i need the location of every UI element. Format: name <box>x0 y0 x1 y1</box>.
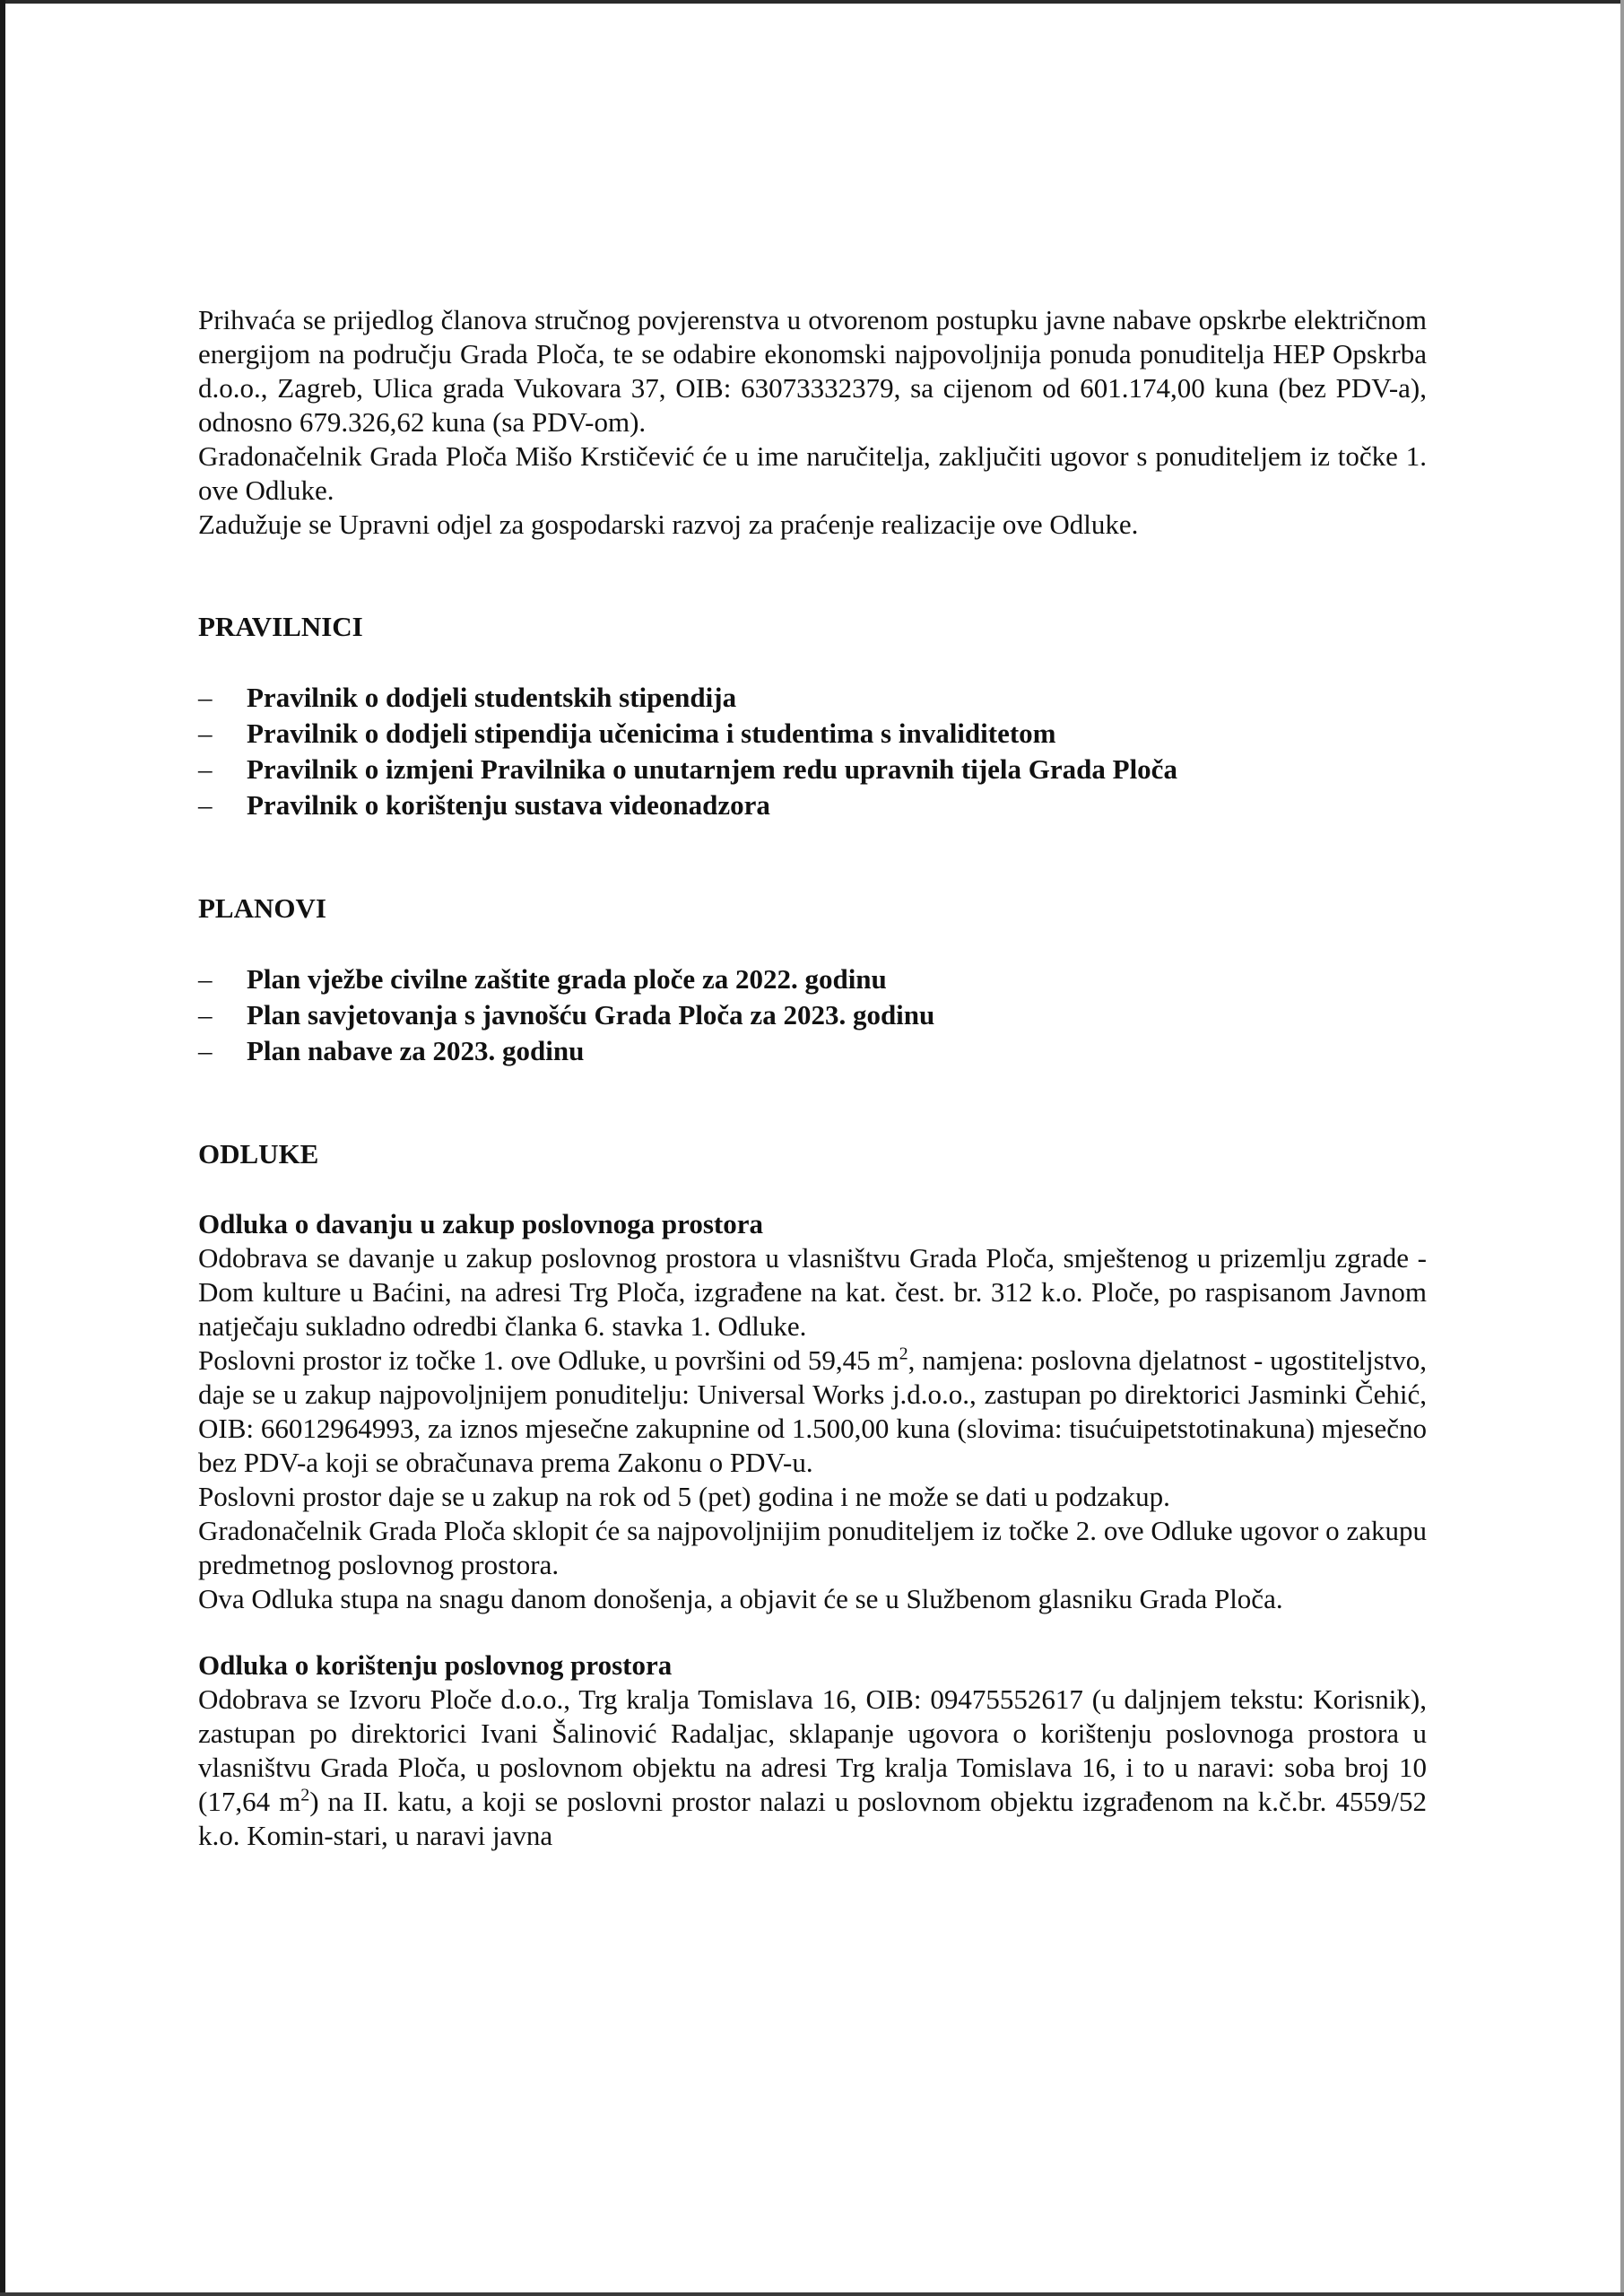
unit-superscript: 2 <box>899 1344 908 1364</box>
list-item: – Pravilnik o izmjeni Pravilnika o unutarnjem redu upravnih tijela Grada Ploča <box>198 752 1427 787</box>
scan-edge-left <box>0 0 5 2296</box>
list-item: – Plan nabave za 2023. godinu <box>198 1033 1427 1069</box>
koristenje-paragraph-1-end: ) na II. katu, a koji se poslovni prostor nalazi u poslovnom objektu izgrađenom na k.č.br. 4559/52 k.o. Komin-stari, u naravi javna <box>198 1786 1428 1851</box>
list-item: – Pravilnik o dodjeli studentskih stipendija <box>198 680 1427 716</box>
decision-title-zakup: Odluka o davanju u zakup poslovnoga prostora <box>198 1208 763 1239</box>
list-item: – Plan savjetovanja s javnošću Grada Ploča za 2023. godinu <box>198 997 1427 1033</box>
scan-edge-right <box>1620 0 1624 2296</box>
koristenje-paragraph-1 <box>198 1683 1427 1853</box>
zakup-paragraph-2 <box>198 1344 1427 1480</box>
intro-paragraph-1: Prihvaća se prijedlog članova stručnog povjerenstva u otvorenom postupku javne nabave opskrbe električnom energijom na području Grada Ploča, te se odabire ekonomski najpovoljnija ponuda ponuditelja HEP Opskrba d.o.o., Zagreb, Ulica grada Vukovara 37, OIB: 63073332379, sa cijenom od 601.174,00 kuna (bez PDV-a), odnosno 679.326,62 kuna (sa PDV-om). <box>198 304 1427 438</box>
planovi-list <box>198 961 1427 1069</box>
zakup-paragraph-2-start: Poslovni prostor iz točke 1. ove Odluke, u površini od 59,45 m <box>198 1344 899 1376</box>
zakup-paragraph-2-end: , namjena: poslovna djelatnost - ugostiteljstvo, daje se u zakup najpovoljnijem ponuditelju: Universal Works j.d.o.o., zastupan po direktorici Jasminki Čehić, OIB: 66012964993, za iznos mjesečne zakupnine od 1.500,00 kuna (slovima: tisućuipetstotinakuna) mjesečno bez PDV-a koji se obračunava prema Zakonu o PDV-u. <box>198 1344 1427 1478</box>
section-heading-planovi: PLANOVI <box>198 892 326 924</box>
zakup-paragraph-1: Odobrava se davanje u zakup poslovnog prostora u vlasništvu Grada Ploča, smještenog u prizemlju zgrade - Dom kulture u Baćini, na adresi Trg Ploča, izgrađene na kat. čest. br. 312 k.o. Ploče, po raspisanom Javnom natječaju sukladno odredbi članka 6. stavka 1. Odluke. <box>198 1242 1427 1342</box>
zakup-paragraph-5: Ova Odluka stupa na snagu danom donošenja, a objavit će se u Službenom glasniku Grada Ploča. <box>198 1583 1283 1614</box>
scan-edge-top <box>0 0 1624 4</box>
zakup-paragraph-3: Poslovni prostor daje se u zakup na rok od 5 (pet) godina i ne može se dati u podzakup. <box>198 1481 1170 1512</box>
intro-paragraph-2: Gradonačelnik Grada Ploča Mišo Krstičević će u ime naručitelja, zaključiti ugovor s ponuditeljem iz točke 1. ove Odluke. <box>198 440 1427 506</box>
decision-title-koristenje: Odluka o korištenju poslovnog prostora <box>198 1649 673 1681</box>
list-item: – Pravilnik o dodjeli stipendija učenicima i studentima s invaliditetom <box>198 716 1427 752</box>
unit-superscript: 2 <box>300 1785 310 1805</box>
zakup-paragraph-4: Gradonačelnik Grada Ploča sklopit će sa najpovoljnijim ponuditeljem iz točke 2. ove Odluke ugovor o zakupu predmetnog poslovnog prostora. <box>198 1515 1427 1580</box>
intro-paragraph-3: Zadužuje se Upravni odjel za gospodarski razvoj za praćenje realizacije ove Odluke. <box>198 509 1139 540</box>
pravilnici-list <box>198 680 1427 823</box>
document-body <box>198 303 1427 1853</box>
list-item: – Plan vježbe civilne zaštite grada ploče za 2022. godinu <box>198 961 1427 997</box>
section-heading-pravilnici: PRAVILNICI <box>198 611 363 642</box>
list-item: – Pravilnik o korištenju sustava videonadzora <box>198 787 1427 823</box>
section-heading-odluke: ODLUKE <box>198 1138 319 1170</box>
scan-edge-bottom <box>0 2292 1624 2296</box>
koristenje-paragraph-1-start: Odobrava se Izvoru Ploče d.o.o., Trg kralja Tomislava 16, OIB: 09475552617 (u daljnjem tekstu: Korisnik), zastupan po direktorici Ivani Šalinović Radaljac, sklapanje ugovora o korištenju poslovnoga prostora u vlasništvu Grada Ploča, u poslovnom objektu na adresi Trg kralja Tomislava 16, i to u naravi: soba broj 10 (17,64 m <box>198 1683 1427 1817</box>
